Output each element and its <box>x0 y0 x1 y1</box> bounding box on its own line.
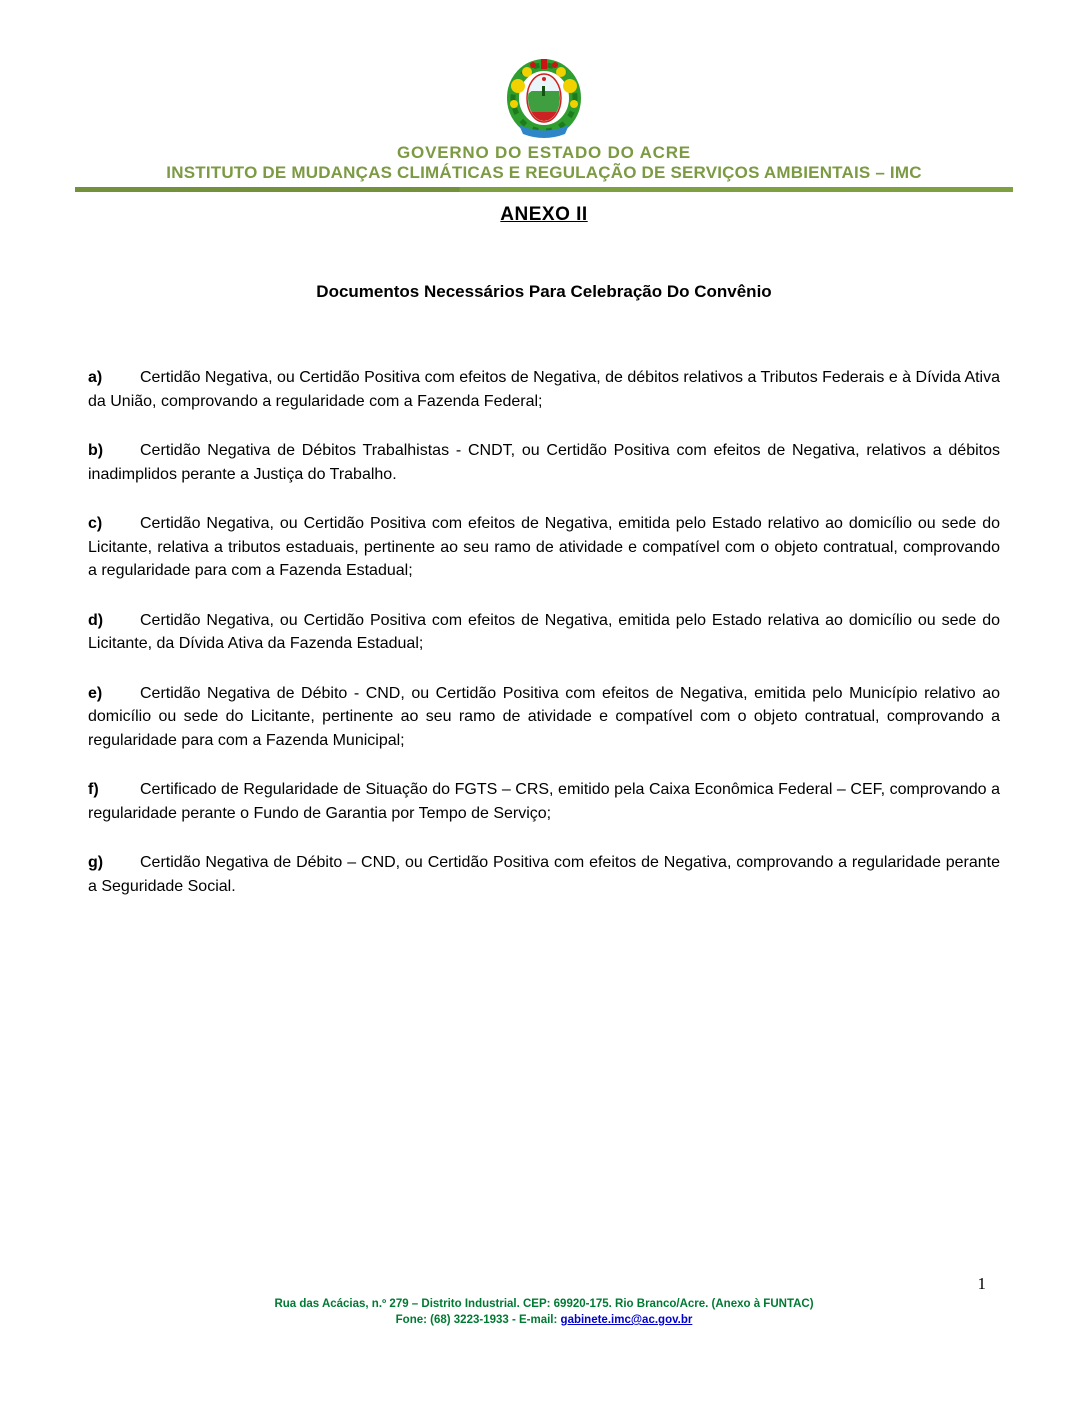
item-label-d: d) <box>88 611 104 629</box>
org-name-line2: INSTITUTO DE MUDANÇAS CLIMÁTICAS E REGULAÇÃO DE SERVIÇOS AMBIENTAIS – IMC <box>166 163 922 182</box>
item-label-e: e) <box>88 684 103 702</box>
item-text-b: Certidão Negativa de Débitos Trabalhistas - CNDT, ou Certidão Positiva com efeitos de Negativa, relativos a débitos inadimplidos perante a Justiça do Trabalho. <box>88 442 1000 483</box>
footer-contact-text: Fone: (68) 3223-1933 - E-mail: <box>395 1314 561 1326</box>
item-label-b: b) <box>88 442 104 459</box>
org-name-line1: GOVERNO DO ESTADO DO ACRE <box>397 143 691 162</box>
item-text-c: Certidão Negativa, ou Certidão Positiva com efeitos de Negativa, emitida pelo Estado relativo ao domicílio ou sede do Licitante, relativa a tributos estaduais, pertinente ao seu ramo de atividade e compatível com o objeto contratual, comprovando a regularidade para com a Fazenda Estadual; <box>88 515 1000 579</box>
item-text-d: Certidão Negativa, ou Certidão Positiva com efeitos de Negativa, emitida pelo Estado relativa ao domicílio ou sede do Licitante, da Dívida Ativa da Fazenda Estadual; <box>88 611 1000 652</box>
document-subtitle: Documentos Necessários Para Celebração Do Convênio <box>316 282 772 301</box>
item-text-e: Certidão Negativa de Débito - CND, ou Certidão Positiva com efeitos de Negativa, emitida pelo Município relativo ao domicílio ou sede do Licitante, pertinente ao seu ramo de atividade e compatível com o objeto contratual, comprovando a regularidade para com a Fazenda Municipal; <box>88 684 1000 749</box>
footer-address: Rua das Acácias, n.º 279 – Distrito Industrial. CEP: 69920-175. Rio Branco/Acre. (Anexo à FUNTAC) <box>274 1298 814 1310</box>
page-number: 1 <box>977 1274 986 1293</box>
list-item-e <box>88 682 1000 753</box>
list-item-f <box>88 778 1000 825</box>
annex-title: ANEXO II <box>500 204 588 225</box>
footer-email-link[interactable]: gabinete.imc@ac.gov.br <box>560 1314 693 1326</box>
item-text-g: Certidão Negativa de Débito – CND, ou Certidão Positiva com efeitos de Negativa, comprovando a regularidade perante a Seguridade Social. <box>88 854 1000 895</box>
item-label-g: g) <box>88 854 104 871</box>
header-divider <box>75 187 1013 192</box>
list-item-c <box>88 512 1000 583</box>
document-body <box>88 366 1000 924</box>
item-label-f: f) <box>88 781 99 798</box>
item-text-f: Certificado de Regularidade de Situação do FGTS – CRS, emitido pela Caixa Econômica Federal – CEF, comprovando a regularidade perante o Fundo de Garantia por Tempo de Serviço; <box>88 781 1000 822</box>
item-text-a: Certidão Negativa, ou Certidão Positiva com efeitos de Negativa, de débitos relativos a Tributos Federais e à Dívida Ativa da União, comprovando a regularidade com a Fazenda Federal; <box>88 369 1001 410</box>
footer-contact <box>0 1312 1088 1328</box>
list-item-a <box>88 366 1000 413</box>
acre-coat-of-arms-icon <box>506 58 582 142</box>
item-label-a: a) <box>88 369 103 386</box>
item-label-c: c) <box>88 515 103 532</box>
footer <box>0 1296 1088 1328</box>
list-item-d <box>88 609 1000 656</box>
list-item-b <box>88 439 1000 486</box>
list-item-g <box>88 851 1000 898</box>
